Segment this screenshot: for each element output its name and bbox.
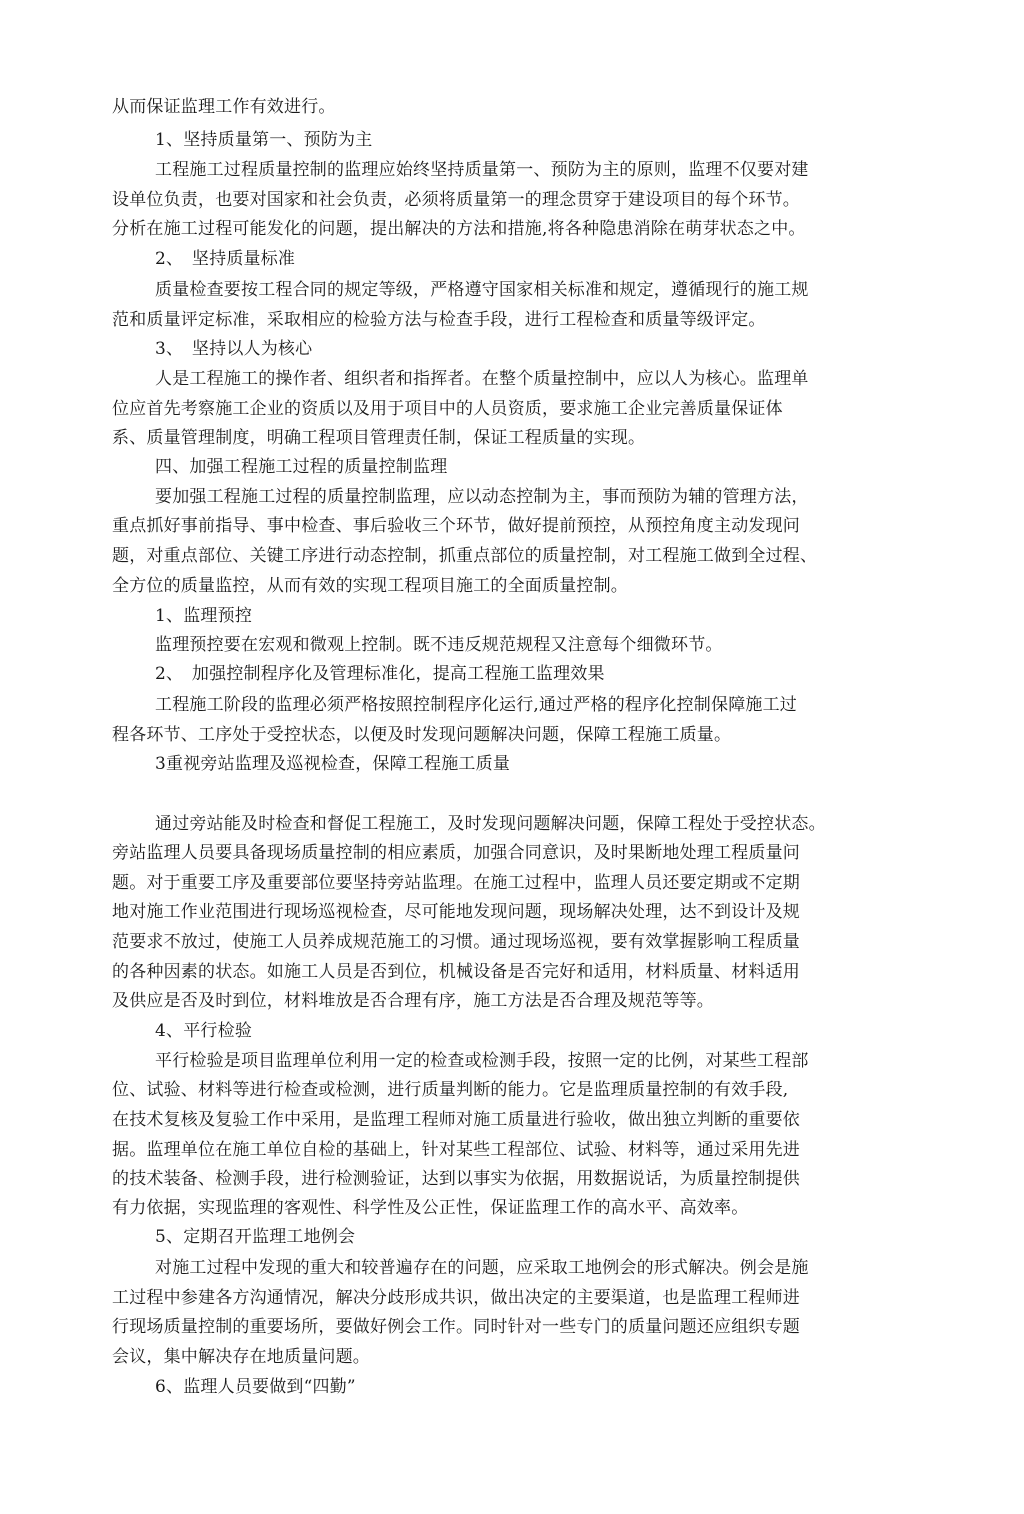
text-line: 据。监理单位在施工单位自检的基础上，针对某些工程部位、试验、材料等，通过采用先进 [112, 1140, 800, 1160]
text-line: 的技术装备、检测手段，进行检测验证，达到以事实为依据，用数据说话，为质量控制提供 [112, 1169, 800, 1189]
text-line: 人是工程施工的操作者、组织者和指挥者。在整个质量控制中，应以人为核心。监理单 [155, 369, 809, 389]
text-line: 旁站监理人员要具备现场质量控制的相应素质，加强合同意识，及时果断地处理工程质量问 [112, 843, 800, 863]
section-heading: 3重视旁站监理及巡视检查，保障工程施工质量 [155, 754, 511, 774]
text-line: 位应首先考察施工企业的资质以及用于项目中的人员资质，要求施工企业完善质量保证体 [112, 399, 783, 419]
text-line: 通过旁站能及时检查和督促工程施工，及时发现问题解决问题，保障工程处于受控状态。 [155, 814, 826, 834]
text-line: 的各种因素的状态。如施工人员是否到位，机械设备是否完好和适用，材料质量、材料适用 [112, 962, 800, 982]
section-heading: 1、坚持质量第一、预防为主 [155, 130, 373, 150]
section-heading: 2、 加强控制程序化及管理标准化，提高工程施工监理效果 [155, 664, 605, 684]
text-line: 全方位的质量监控，从而有效的实现工程项目施工的全面质量控制。 [112, 576, 628, 596]
text-line: 质量检查要按工程合同的规定等级，严格遵守国家相关标准和规定，遵循现行的施工规 [155, 280, 809, 300]
text-line: 及供应是否及时到位，材料堆放是否合理有序，施工方法是否合理及规范等等。 [112, 991, 714, 1011]
section-heading: 4、平行检验 [155, 1021, 253, 1041]
text-line: 对施工过程中发现的重大和较普遍存在的问题，应采取工地例会的形式解决。例会是施 [155, 1258, 809, 1278]
text-line: 工过程中参建各方沟通情况，解决分歧形成共识，做出决定的主要渠道，也是监理工程师进 [112, 1288, 800, 1308]
text-line: 工程施工阶段的监理必须严格按照控制程序化运行,通过严格的程序化控制保障施工过 [155, 695, 798, 715]
text-line: 题。对于重要工序及重要部位要坚持旁站监理。在施工过程中，监理人员还要定期或不定期 [112, 873, 800, 893]
text-line: 有力依据，实现监理的客观性、科学性及公正性，保证监理工作的高水平、高效率。 [112, 1198, 749, 1218]
text-line: 会议，集中解决存在地质量问题。 [112, 1347, 370, 1367]
section-heading: 1、监理预控 [155, 606, 253, 626]
text-line: 监理预控要在宏观和微观上控制。既不违反规范规程又注意每个细微环节。 [155, 635, 723, 655]
text-line: 要加强工程施工过程的质量控制监理，应以动态控制为主，事而预防为辅的管理方法， [155, 487, 809, 507]
text-line: 行现场质量控制的重要场所，要做好例会工作。同时针对一些专门的质量问题还应组织专题 [112, 1317, 800, 1337]
text-line: 题，对重点部位、关键工序进行动态控制，抓重点部位的质量控制，对工程施工做到全过程、 [112, 546, 818, 566]
text-line: 重点抓好事前指导、事中检查、事后验收三个环节，做好提前预控，从预控角度主动发现问 [112, 516, 800, 536]
text-line: 分析在施工过程可能发化的问题，提出解决的方法和措施,将各种隐患消除在萌芽状态之中。 [112, 219, 806, 239]
text-line: 程各环节、工序处于受控状态，以便及时发现问题解决问题，保障工程施工质量。 [112, 725, 732, 745]
text-line: 平行检验是项目监理单位利用一定的检查或检测手段，按照一定的比例，对某些工程部 [155, 1051, 809, 1071]
section-heading: 6、监理人员要做到“四勤” [155, 1377, 356, 1397]
text-line: 系、质量管理制度，明确工程项目管理责任制，保证工程质量的实现。 [112, 428, 646, 448]
section-heading: 2、 坚持质量标准 [155, 249, 296, 269]
section-heading: 5、定期召开监理工地例会 [155, 1227, 356, 1247]
text-line: 地对施工作业范围进行现场巡视检查，尽可能地发现问题，现场解决处理，达不到设计及规 [112, 902, 800, 922]
text-line: 位、试验、材料等进行检查或检测，进行质量判断的能力。它是监理质量控制的有效手段, [112, 1080, 789, 1100]
text-line: 设单位负责，也要对国家和社会负责，必须将质量第一的理念贯穿于建设项目的每个环节。 [112, 190, 800, 210]
text-line: 在技术复核及复验工作中采用，是监理工程师对施工质量进行验收，做出独立判断的重要依 [112, 1110, 800, 1130]
text-line: 范和质量评定标准，采取相应的检验方法与检查手段，进行工程检查和质量等级评定。 [112, 310, 766, 330]
text-line: 范要求不放过，使施工人员养成规范施工的习惯。通过现场巡视，要有效掌握影响工程质量 [112, 932, 800, 952]
section-heading: 四、加强工程施工过程的质量控制监理 [155, 457, 448, 477]
section-heading: 3、 坚持以人为核心 [155, 339, 313, 359]
text-line: 工程施工过程质量控制的监理应始终坚持质量第一、预防为主的原则，监理不仅要对建 [155, 160, 809, 180]
text-line: 从而保证监理工作有效进行。 [112, 97, 336, 117]
